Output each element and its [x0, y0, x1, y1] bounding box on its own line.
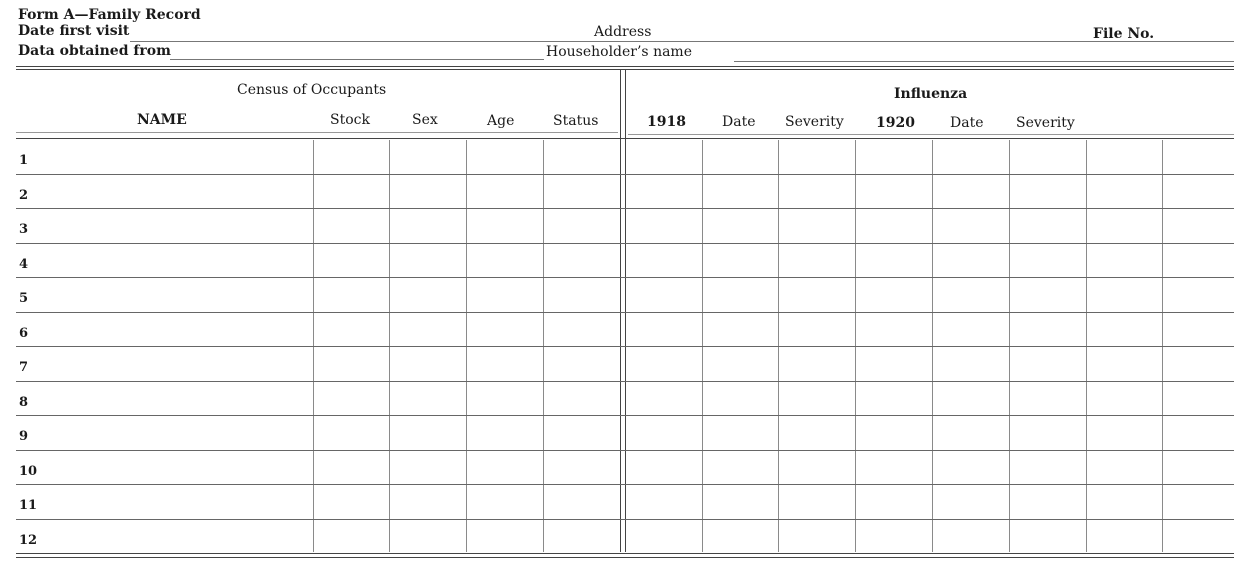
- table-row[interactable]: [16, 209, 1234, 243]
- col-stock-header: Stock: [330, 112, 370, 128]
- table-bottom-rule-top: [16, 553, 1234, 554]
- row-number: 9: [19, 429, 29, 444]
- col-1920-header: 1920: [876, 115, 915, 131]
- col-age-header: Age: [487, 113, 515, 129]
- census-header-underline: [16, 132, 618, 133]
- table-row[interactable]: [16, 313, 1234, 347]
- table-row[interactable]: [16, 244, 1234, 278]
- date-first-visit-label: Date first visit: [18, 23, 130, 39]
- table-bottom-rule-bottom: [16, 557, 1234, 558]
- row-number: 12: [19, 532, 38, 548]
- col-date2-header: Date: [950, 115, 984, 131]
- row-number: 3: [19, 222, 29, 237]
- table-row[interactable]: [16, 175, 1234, 209]
- col-name-header: NAME: [137, 112, 187, 128]
- row-number: 10: [19, 463, 38, 479]
- col-1918-header: 1918: [647, 114, 686, 130]
- influenza-header-underline: [628, 134, 1234, 135]
- row-number: 11: [19, 498, 38, 513]
- table-row[interactable]: [16, 347, 1234, 381]
- data-obtained-label: Data obtained from: [18, 43, 171, 59]
- date-first-visit-line: [130, 41, 1234, 42]
- col-severity1-header: Severity: [785, 114, 844, 130]
- row-number: 7: [19, 360, 29, 375]
- col-status-header: Status: [553, 113, 599, 129]
- col-severity2-header: Severity: [1016, 115, 1075, 131]
- table-row[interactable]: [16, 278, 1234, 312]
- row-number: 8: [19, 394, 29, 410]
- influenza-group-heading: Influenza: [894, 86, 968, 102]
- table-row[interactable]: [16, 416, 1234, 450]
- header-rule-top: [16, 66, 1234, 67]
- householder-label: Householder’s name: [546, 44, 692, 60]
- row-number: 4: [19, 256, 29, 272]
- table-row[interactable]: [16, 520, 1234, 554]
- address-label: Address: [594, 24, 652, 40]
- row-number: 1: [19, 153, 29, 168]
- census-group-heading: Census of Occupants: [237, 82, 387, 98]
- form-title: Form A—Family Record: [18, 7, 201, 23]
- table-row[interactable]: [16, 451, 1234, 485]
- col-date1-header: Date: [722, 114, 756, 130]
- table-row[interactable]: [16, 140, 1234, 174]
- file-no-label: File No.: [1093, 26, 1155, 42]
- col-sex-header: Sex: [412, 112, 438, 128]
- row-number: 5: [19, 291, 29, 306]
- table-row[interactable]: [16, 485, 1234, 519]
- row-number: 6: [19, 325, 29, 341]
- table-row[interactable]: [16, 382, 1234, 416]
- row-number: 2: [19, 187, 29, 203]
- data-obtained-line: [170, 59, 544, 60]
- householder-line: [734, 61, 1234, 62]
